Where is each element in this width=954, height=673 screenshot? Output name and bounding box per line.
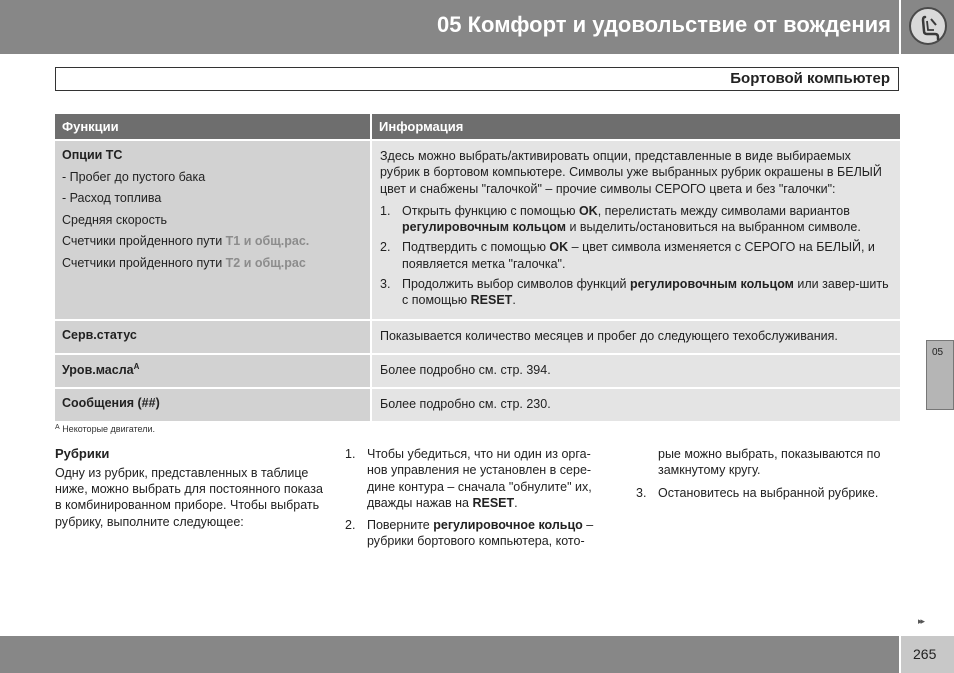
step-text: Поверните регулировочное кольцо – рубрики бортового компьютера, кото- (367, 518, 594, 549)
side-tab-label: 05 (932, 347, 944, 358)
seat-icon (909, 7, 947, 45)
step-number: 1. (380, 203, 391, 218)
body-column-2 (345, 446, 603, 556)
footer-bar (0, 636, 899, 673)
info-cell (370, 141, 900, 319)
chapter-icon-box (901, 0, 954, 54)
function-title: Опции ТС (62, 148, 123, 162)
body-step (636, 485, 894, 501)
function-cell (55, 141, 370, 319)
page-number-box (901, 636, 954, 673)
info-intro: Здесь можно выбрать/активировать опции, представленные в виде выбираемых рубрик в бортовом компьютере. Символы уже выбранных рубрик окрашены в БЕЛЫЙ цвет и снабжены "галочкой" – прочие символы СЕРОГО цвета и без "галочки": (380, 149, 882, 196)
section-title: Бортовой компьютер (730, 70, 890, 87)
trip1-gray-label: T1 и общ.рас. (225, 234, 310, 248)
section-title-box (55, 67, 899, 91)
function-title: Серв.статус (55, 321, 370, 353)
function-line: Средняя скорость (62, 212, 168, 227)
info-step (380, 239, 892, 272)
info-cell: Более подробно см. стр. 394. (370, 355, 900, 387)
footnote (55, 424, 155, 434)
body-column-1 (55, 446, 325, 530)
body-step (345, 517, 603, 550)
step-text: Остановитесь на выбранной рубрике. (658, 485, 879, 500)
info-cell: Более подробно см. стр. 230. (370, 389, 900, 421)
function-title: Уров.масла (62, 363, 134, 378)
step-number: 3. (636, 485, 647, 500)
table-header-info: Информация (370, 114, 900, 139)
table-row (55, 389, 900, 421)
trip1-label: Счетчики пройденного пути (62, 234, 226, 248)
body-step (345, 446, 603, 511)
step-number: 2. (345, 518, 356, 532)
trip2-gray-label: T2 и общ.рас (225, 255, 306, 270)
info-step (380, 203, 892, 236)
function-line: - Пробег до пустого бака (62, 169, 206, 184)
chapter-header-bar (0, 0, 899, 54)
step-text: Подтвердить с помощью OK – цвет символа изменяется с СЕРОГО на БЕЛЫЙ, и появляется метка "галочка". (402, 240, 875, 271)
table-header-row (55, 114, 900, 139)
info-cell: Показывается количество месяцев и пробег до следующего техобслуживания. (370, 321, 900, 353)
info-steps (380, 203, 892, 309)
step-number: 3. (380, 276, 391, 291)
table-header-functions: Функции (55, 114, 370, 139)
footnote-text: Некоторые двигатели. (62, 424, 156, 434)
function-line-trip1 (62, 234, 363, 248)
function-line: - Расход топлива (62, 191, 162, 205)
info-step (380, 276, 892, 309)
step-continuation: рые можно выбрать, показываются по замкнутому кругу. (658, 447, 881, 478)
footnote-mark: A (55, 424, 60, 431)
body-paragraph: Одну из рубрик, представленных в таблице ниже, можно выбрать для постоянного показа в комбинированном приборе. Чтобы выбрать рубрику, выполните следующее: (55, 465, 323, 529)
trip2-label: Счетчики пройденного пути (62, 255, 226, 270)
chapter-title: 05 Комфорт и удовольствие от вождения (437, 12, 891, 37)
table-row (55, 355, 900, 387)
functions-table (55, 114, 900, 421)
table-row (55, 141, 900, 319)
step-number: 2. (380, 240, 391, 255)
step-text: Продолжить выбор символов функций регулировочным кольцом или завер-шить с помощью RESET. (402, 276, 889, 307)
step-number: 1. (345, 447, 356, 461)
chapter-side-tab[interactable] (926, 340, 954, 410)
subheading: Рубрики (55, 446, 110, 461)
page-number: 265 (913, 646, 937, 662)
step-text: Открыть функцию с помощью OK, перелистать между символами вариантов регулировочным кольцом и выделить/остановиться на выбранном символе. (402, 203, 861, 234)
body-column-3 (636, 446, 894, 507)
next-page-arrows-icon: ▸▸ (918, 616, 924, 626)
function-cell (55, 355, 370, 387)
footnote-marker: A (133, 362, 140, 372)
function-line-trip2 (62, 256, 363, 270)
step-text: Чтобы убедиться, что ни один из орга-нов управления не установлен в сере-дине контура – сначала "обнулите" их, дважды нажав на RESET. (367, 447, 592, 510)
function-title: Сообщения (##) (55, 389, 370, 421)
table-row (55, 321, 900, 353)
